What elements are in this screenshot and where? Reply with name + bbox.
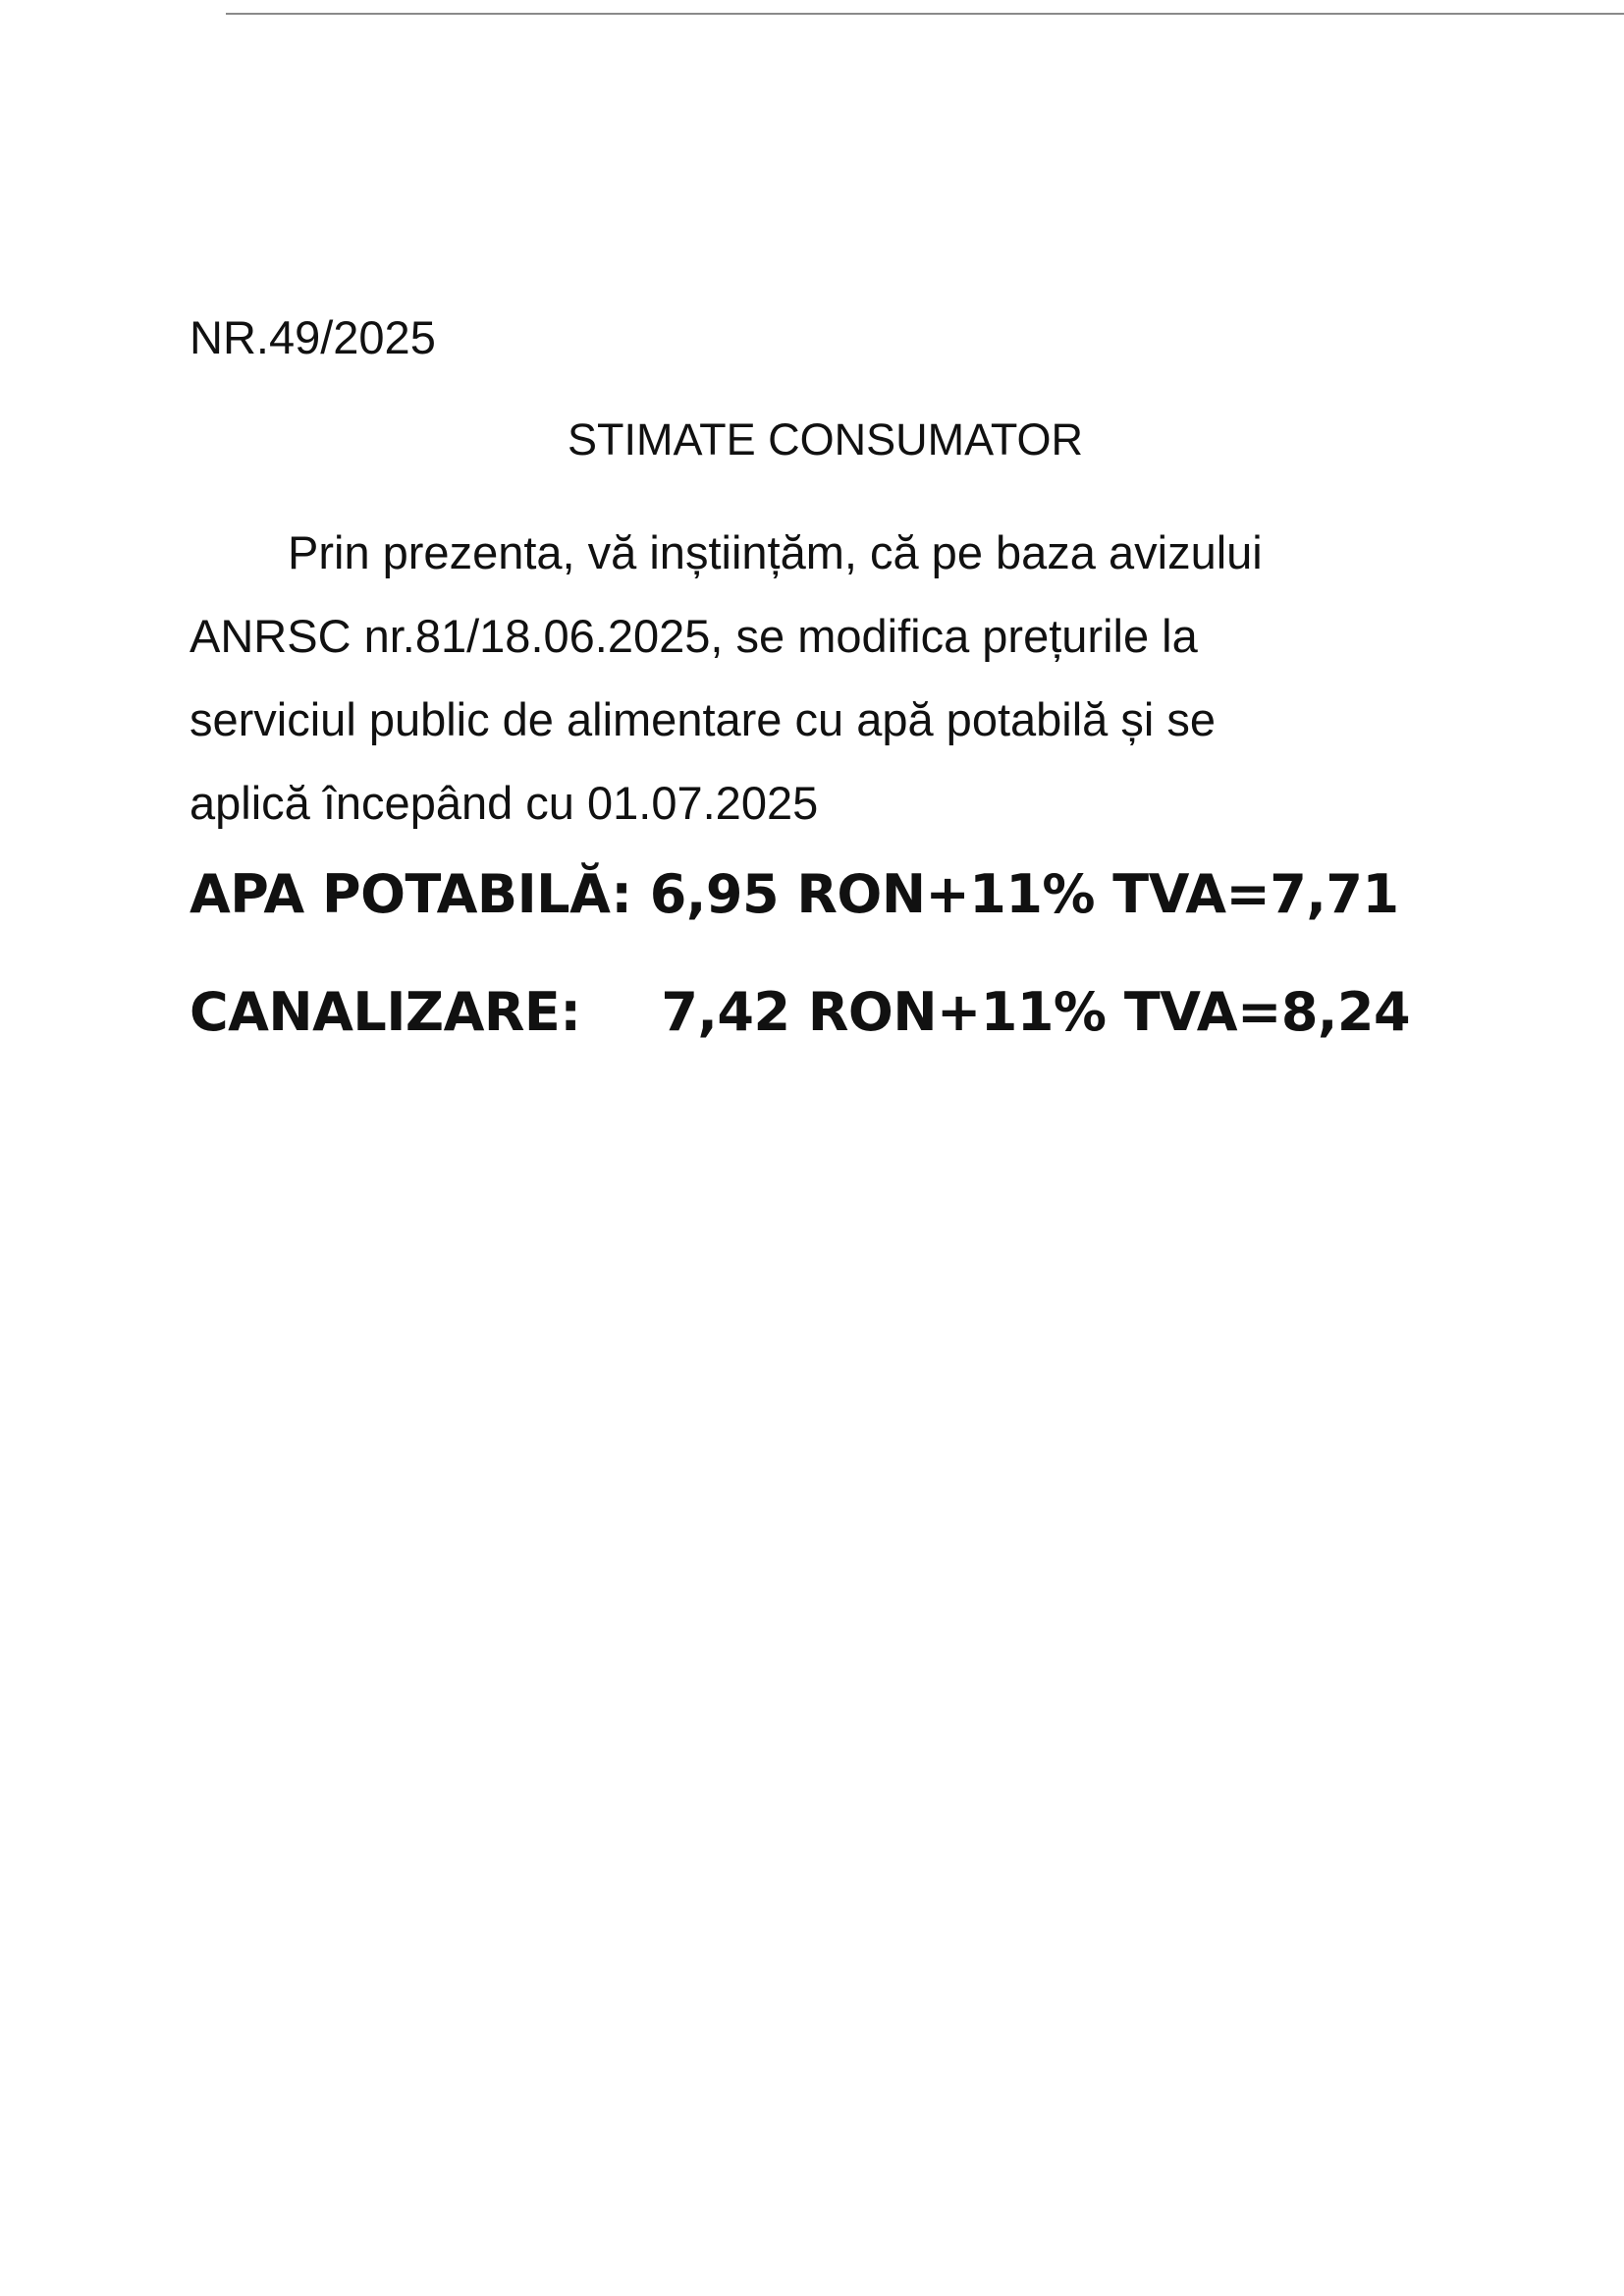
body-line: aplică începând cu 01.07.2025 [189,777,819,829]
body-line: serviciul public de alimentare cu apă potabilă și se [189,693,1217,745]
body-line: ANRSC nr.81/18.06.2025, se modifica prețurile la [189,610,1198,662]
document-number: NR.49/2025 [189,311,436,363]
price-label: CANALIZARE: [189,981,581,1043]
notice-body [189,511,1446,845]
body-line: Prin prezenta, vă inștiințăm, că pe baza avizului [288,526,1263,578]
scan-edge-line [226,13,1624,15]
price-label: APA POTABILĂ: [189,863,632,925]
price-row-drinking-water [189,862,1399,927]
salutation-heading: STIMATE CONSUMATOR [568,414,1084,465]
price-value: 6,95 RON+11% TVA=7,71 [649,863,1399,925]
price-row-sewerage [189,980,1410,1045]
price-value: 7,42 RON+11% TVA=8,24 [661,981,1411,1043]
